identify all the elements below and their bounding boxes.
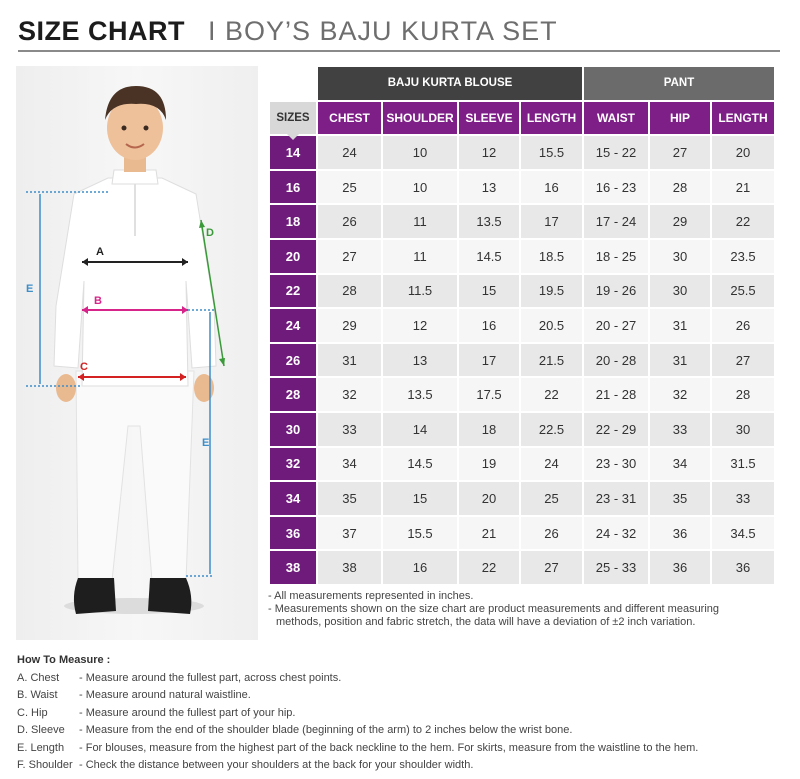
how-to-item-key: C. Hip bbox=[17, 706, 48, 719]
cell-shoulder: 11 bbox=[383, 240, 457, 273]
cell-waist: 23 - 31 bbox=[584, 482, 648, 515]
cell-shoulder: 11.5 bbox=[383, 275, 457, 308]
cell-hip: 33 bbox=[650, 413, 710, 446]
cell-pant-length: 21 bbox=[712, 171, 774, 204]
cell-pant-length: 36 bbox=[712, 551, 774, 584]
cell-chest: 38 bbox=[318, 551, 381, 584]
pants bbox=[76, 371, 194, 581]
how-to-measure-heading: How To Measure : bbox=[17, 654, 111, 666]
how-to-item bbox=[17, 740, 698, 758]
note-line: methods, position and fabric stretch, the data will have a deviation of ±2 inch variation. bbox=[276, 616, 696, 628]
group-pant-header: PANT bbox=[584, 67, 774, 100]
group-header-row bbox=[270, 67, 774, 100]
cell-blouse-length: 22.5 bbox=[521, 413, 582, 446]
table-row bbox=[270, 344, 774, 377]
cell-sleeve: 13 bbox=[459, 171, 519, 204]
cell-size: 14 bbox=[270, 136, 316, 169]
size-notes bbox=[268, 590, 719, 629]
cell-blouse-length: 24 bbox=[521, 448, 582, 481]
how-to-item-description: - Measure around the fullest part, across chest points. bbox=[79, 671, 342, 684]
cell-hip: 36 bbox=[650, 517, 710, 550]
model-illustration bbox=[16, 66, 258, 640]
cell-hip: 36 bbox=[650, 551, 710, 584]
cell-size: 38 bbox=[270, 551, 316, 584]
cell-hip: 34 bbox=[650, 448, 710, 481]
note-line: - All measurements represented in inches. bbox=[268, 590, 474, 602]
cell-pant-length: 28 bbox=[712, 378, 774, 411]
group-blouse-header: BAJU KURTA BLOUSE bbox=[318, 67, 582, 100]
how-to-measure-list bbox=[17, 670, 698, 775]
cell-blouse-length: 20.5 bbox=[521, 309, 582, 342]
page-title: SIZE CHART bbox=[18, 16, 185, 46]
cell-size: 30 bbox=[270, 413, 316, 446]
cell-size: 16 bbox=[270, 171, 316, 204]
how-to-measure bbox=[17, 652, 698, 775]
cell-pant-length: 22 bbox=[712, 205, 774, 238]
cell-size: 28 bbox=[270, 378, 316, 411]
cell-hip: 31 bbox=[650, 309, 710, 342]
how-to-item-key: A. Chest bbox=[17, 671, 60, 684]
cell-hip: 27 bbox=[650, 136, 710, 169]
cell-blouse-length: 19.5 bbox=[521, 275, 582, 308]
cell-sleeve: 14.5 bbox=[459, 240, 519, 273]
page-header bbox=[18, 12, 780, 52]
measure-label-e-pants: E bbox=[202, 437, 210, 449]
column-header-hip: HIP bbox=[650, 102, 710, 135]
cell-chest: 28 bbox=[318, 275, 381, 308]
cell-waist: 20 - 27 bbox=[584, 309, 648, 342]
cell-shoulder: 10 bbox=[383, 136, 457, 169]
cell-shoulder: 11 bbox=[383, 205, 457, 238]
cell-chest: 31 bbox=[318, 344, 381, 377]
cell-waist: 19 - 26 bbox=[584, 275, 648, 308]
cell-pant-length: 33 bbox=[712, 482, 774, 515]
cell-pant-length: 34.5 bbox=[712, 517, 774, 550]
column-header-shoulder: SHOULDER bbox=[383, 102, 457, 135]
cell-size: 26 bbox=[270, 344, 316, 377]
table-row bbox=[270, 551, 774, 584]
how-to-item-description: - Check the distance between your shoulders at the back for your shoulder width. bbox=[79, 759, 474, 771]
measure-label-e: E bbox=[26, 283, 34, 295]
cell-chest: 32 bbox=[318, 378, 381, 411]
how-to-item bbox=[17, 722, 698, 740]
cell-size: 22 bbox=[270, 275, 316, 308]
cell-shoulder: 15 bbox=[383, 482, 457, 515]
measure-label-b: B bbox=[94, 295, 102, 307]
cell-sleeve: 15 bbox=[459, 275, 519, 308]
table-row bbox=[270, 448, 774, 481]
measure-label-c: C bbox=[80, 361, 88, 373]
cell-chest: 35 bbox=[318, 482, 381, 515]
how-to-item-description: - Measure around natural waistline. bbox=[79, 689, 251, 701]
table-row bbox=[270, 309, 774, 342]
left-hand bbox=[56, 374, 76, 402]
cell-blouse-length: 26 bbox=[521, 517, 582, 550]
how-to-item-description: - Measure around the fullest part of your hip. bbox=[79, 706, 296, 719]
table-row bbox=[270, 413, 774, 446]
how-to-item-key: B. Waist bbox=[17, 689, 58, 701]
cell-size: 24 bbox=[270, 309, 316, 342]
cell-waist: 22 - 29 bbox=[584, 413, 648, 446]
cell-size: 34 bbox=[270, 482, 316, 515]
cell-shoulder: 13.5 bbox=[383, 378, 457, 411]
cell-shoulder: 14 bbox=[383, 413, 457, 446]
cell-sleeve: 18 bbox=[459, 413, 519, 446]
cell-waist: 24 - 32 bbox=[584, 517, 648, 550]
cell-waist: 16 - 23 bbox=[584, 171, 648, 204]
column-header-blouse-length: LENGTH bbox=[521, 102, 582, 135]
cell-blouse-length: 17 bbox=[521, 205, 582, 238]
table-row bbox=[270, 171, 774, 204]
size-chart-table bbox=[268, 65, 776, 586]
cell-blouse-length: 15.5 bbox=[521, 136, 582, 169]
cell-waist: 25 - 33 bbox=[584, 551, 648, 584]
how-to-item bbox=[17, 670, 698, 688]
cell-sleeve: 17 bbox=[459, 344, 519, 377]
cell-size: 20 bbox=[270, 240, 316, 273]
note-line: - Measurements shown on the size chart are product measurements and different measuring bbox=[268, 603, 720, 615]
cell-size: 36 bbox=[270, 517, 316, 550]
measure-label-a: A bbox=[96, 246, 104, 258]
how-to-item-key: D. Sleeve bbox=[17, 724, 65, 736]
cell-sleeve: 19 bbox=[459, 448, 519, 481]
cell-hip: 35 bbox=[650, 482, 710, 515]
cell-blouse-length: 18.5 bbox=[521, 240, 582, 273]
cell-shoulder: 16 bbox=[383, 551, 457, 584]
right-hand bbox=[194, 374, 214, 402]
cell-shoulder: 10 bbox=[383, 171, 457, 204]
cell-shoulder: 14.5 bbox=[383, 448, 457, 481]
cell-sleeve: 20 bbox=[459, 482, 519, 515]
cell-hip: 31 bbox=[650, 344, 710, 377]
cell-chest: 37 bbox=[318, 517, 381, 550]
cell-hip: 29 bbox=[650, 205, 710, 238]
table-row bbox=[270, 482, 774, 515]
table-row bbox=[270, 517, 774, 550]
cell-sleeve: 13.5 bbox=[459, 205, 519, 238]
cell-hip: 30 bbox=[650, 240, 710, 273]
measure-label-d: D bbox=[206, 227, 214, 239]
cell-shoulder: 12 bbox=[383, 309, 457, 342]
how-to-item-description: - For blouses, measure from the highest part of the back neckline to the hem. For skirts, measure from the waistline to the hem. bbox=[79, 741, 699, 754]
cell-pant-length: 26 bbox=[712, 309, 774, 342]
cell-chest: 27 bbox=[318, 240, 381, 273]
cell-sleeve: 17.5 bbox=[459, 378, 519, 411]
cell-waist: 23 - 30 bbox=[584, 448, 648, 481]
cell-size: 18 bbox=[270, 205, 316, 238]
cell-chest: 34 bbox=[318, 448, 381, 481]
model-photo bbox=[16, 66, 258, 640]
cell-pant-length: 30 bbox=[712, 413, 774, 446]
cell-pant-length: 25.5 bbox=[712, 275, 774, 308]
table-row bbox=[270, 240, 774, 273]
cell-waist: 18 - 25 bbox=[584, 240, 648, 273]
cell-waist: 20 - 28 bbox=[584, 344, 648, 377]
cell-pant-length: 23.5 bbox=[712, 240, 774, 273]
cell-chest: 26 bbox=[318, 205, 381, 238]
page-subtitle: I BOY’S BAJU KURTA SET bbox=[208, 16, 558, 46]
cell-blouse-length: 27 bbox=[521, 551, 582, 584]
column-header-row bbox=[270, 102, 774, 135]
how-to-item-key: F. Shoulder bbox=[17, 759, 73, 771]
cell-hip: 30 bbox=[650, 275, 710, 308]
cell-shoulder: 13 bbox=[383, 344, 457, 377]
cell-sleeve: 12 bbox=[459, 136, 519, 169]
cell-sleeve: 16 bbox=[459, 309, 519, 342]
cell-blouse-length: 21.5 bbox=[521, 344, 582, 377]
column-header-sleeve: SLEEVE bbox=[459, 102, 519, 135]
table-row bbox=[270, 275, 774, 308]
column-header-waist: WAIST bbox=[584, 102, 648, 135]
cell-chest: 33 bbox=[318, 413, 381, 446]
cell-waist: 21 - 28 bbox=[584, 378, 648, 411]
cell-size: 32 bbox=[270, 448, 316, 481]
cell-chest: 24 bbox=[318, 136, 381, 169]
right-shoe bbox=[148, 578, 191, 614]
cell-waist: 17 - 24 bbox=[584, 205, 648, 238]
cell-blouse-length: 22 bbox=[521, 378, 582, 411]
cell-chest: 29 bbox=[318, 309, 381, 342]
size-rows bbox=[270, 136, 774, 584]
how-to-item bbox=[17, 687, 698, 705]
cell-blouse-length: 16 bbox=[521, 171, 582, 204]
cell-sleeve: 21 bbox=[459, 517, 519, 550]
how-to-item bbox=[17, 757, 698, 775]
column-header-chest: CHEST bbox=[318, 102, 381, 135]
cell-waist: 15 - 22 bbox=[584, 136, 648, 169]
left-shoe bbox=[74, 578, 116, 614]
table-row bbox=[270, 205, 774, 238]
cell-pant-length: 31.5 bbox=[712, 448, 774, 481]
cell-pant-length: 27 bbox=[712, 344, 774, 377]
cell-hip: 28 bbox=[650, 171, 710, 204]
cell-blouse-length: 25 bbox=[521, 482, 582, 515]
column-header-pant-length: LENGTH bbox=[712, 102, 774, 135]
how-to-item bbox=[17, 705, 698, 723]
column-header-sizes: SIZES bbox=[270, 102, 316, 135]
cell-hip: 32 bbox=[650, 378, 710, 411]
cell-chest: 25 bbox=[318, 171, 381, 204]
how-to-item-description: - Measure from the end of the shoulder blade (beginning of the arm) to 2 inches below the wrist bone. bbox=[79, 724, 573, 736]
cell-pant-length: 20 bbox=[712, 136, 774, 169]
cell-sleeve: 22 bbox=[459, 551, 519, 584]
table-row bbox=[270, 378, 774, 411]
how-to-item-key: E. Length bbox=[17, 741, 65, 754]
table-row bbox=[270, 136, 774, 169]
cell-shoulder: 15.5 bbox=[383, 517, 457, 550]
